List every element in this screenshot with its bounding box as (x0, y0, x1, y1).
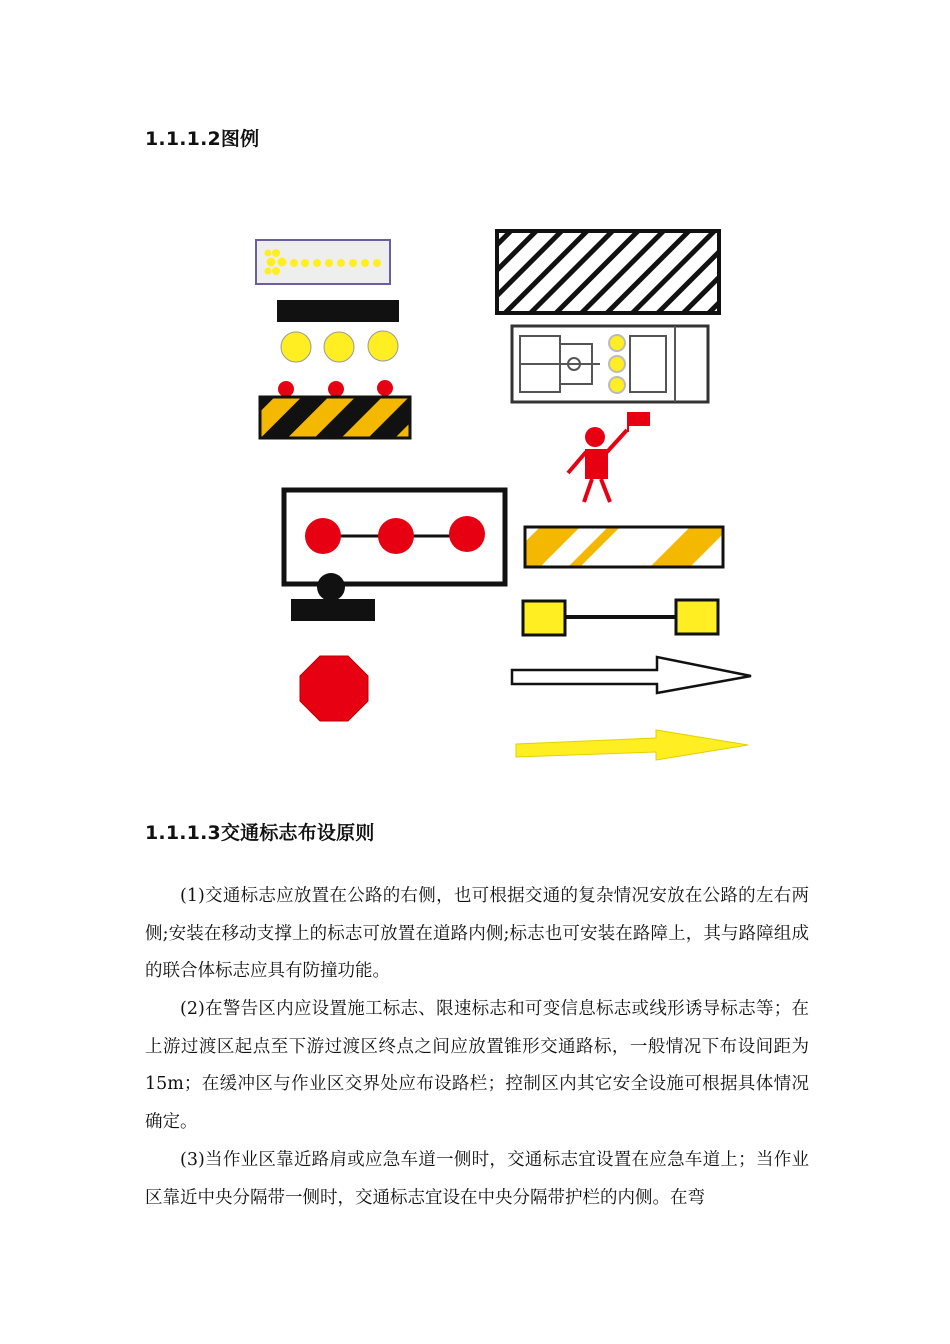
section-heading-legend: 1.1.1.2图例 (145, 128, 260, 150)
arrow-board-sign-icon (256, 240, 390, 284)
paragraph-3: (3)当作业区靠近路肩或应急车道一侧时，交通标志宜设置在应急车道上；当作业区靠近中央分隔带一侧时，交通标志宜设在中央分隔带护栏的内侧。在弯 (145, 1150, 809, 1208)
stop-octagon-icon (300, 656, 368, 721)
lamp-bar-icon (277, 300, 399, 322)
paragraph-1: (1)交通标志应放置在公路的右侧，也可根据交通的复杂情况安放在公路的左右两侧;安装在移动支撑上的标志可放置在道路内侧;标志也可安装在路障上，其与路障组成的联合体标志应具有防撞功能。 (145, 886, 809, 982)
paragraph-2: (2)在警告区内应设置施工标志、限速标志和可变信息标志或线形诱导标志等；在上游过渡区起点至下游过渡区终点之间应放置锥形交通路标，一般情况下布设间距为15m；在缓冲区与作业区交界处应布设路栏；控制区内其它安全设施可根据具体情况确定。 (145, 999, 809, 1132)
red-light-board-icon (284, 490, 505, 621)
flagger-person-icon (568, 412, 650, 502)
barricade-with-red-lights-icon (260, 380, 410, 438)
yellow-arrow-icon (516, 730, 748, 760)
hatched-work-area-icon (497, 231, 719, 313)
three-yellow-lights-icon (281, 331, 398, 362)
white-arrow-icon (512, 657, 751, 693)
section-heading-principles: 1.1.1.3交通标志布设原则 (145, 822, 375, 844)
yellow-end-markers-icon (523, 600, 718, 635)
yellow-white-barrier-icon (500, 527, 730, 567)
work-vehicle-icon (512, 326, 708, 402)
